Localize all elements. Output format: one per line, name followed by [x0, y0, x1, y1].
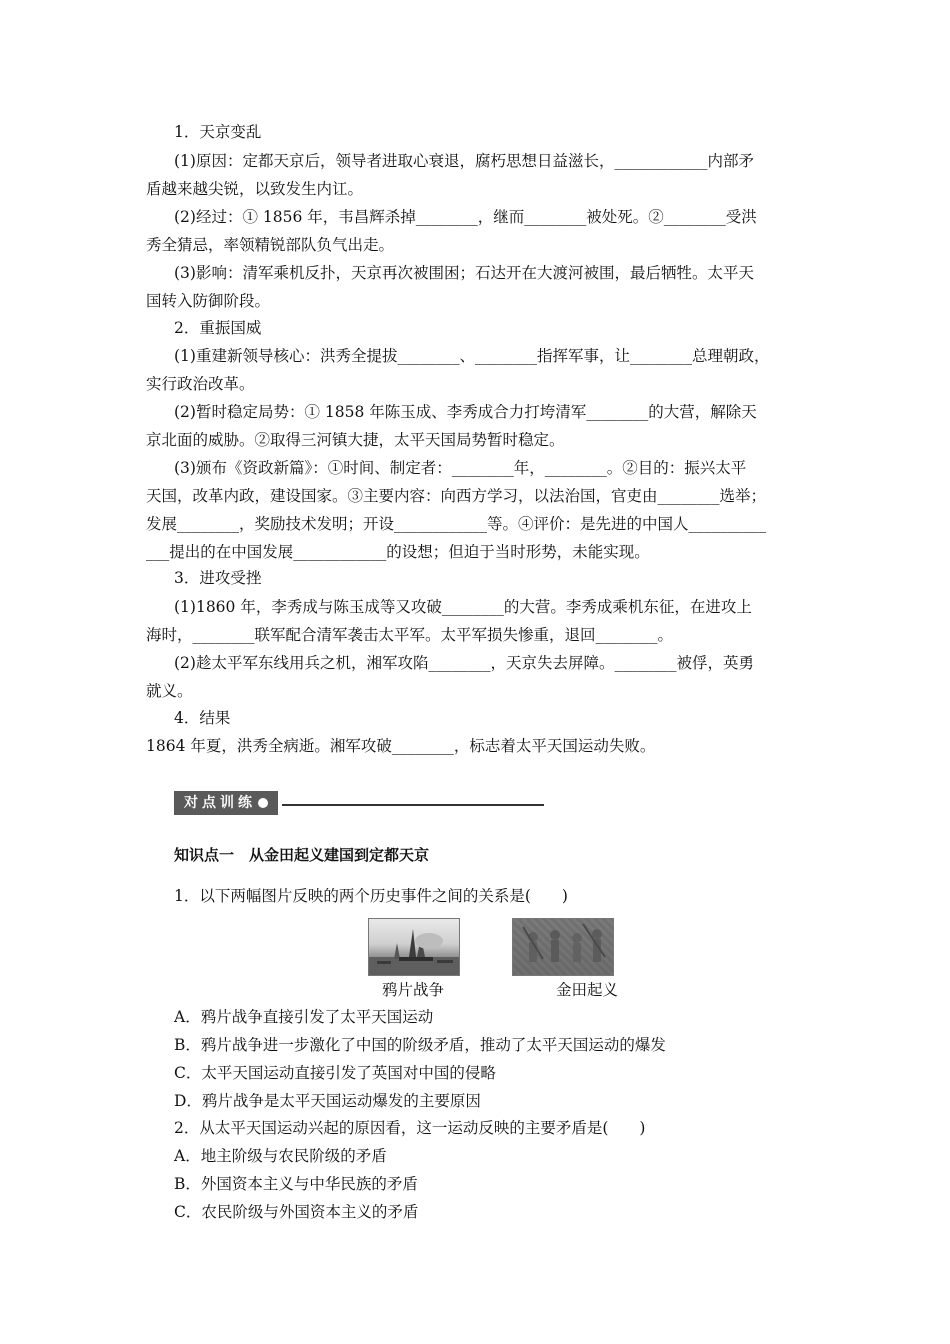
section-2-line: 发展________，奖励技术发明；开设____________等。④评价：是先进的中国人__________	[146, 515, 767, 533]
question-1-option: B．鸦片战争进一步激化了中国的阶级矛盾，推动了太平天国运动的爆发	[174, 1036, 666, 1054]
question-2-option: A．地主阶级与农民阶级的矛盾	[174, 1147, 387, 1165]
practice-banner-label: 对点训练	[184, 795, 256, 811]
section-1-line: (2)经过：① 1856 年，韦昌辉杀掉________，继而________被处死。②________受洪	[174, 208, 757, 226]
jintian-uprising-relief-image	[512, 918, 614, 976]
section-2-line: 京北面的威胁。②取得三河镇大捷，太平天国局势暂时稳定。	[146, 431, 565, 449]
section-2-line: (2)暂时稳定局势：① 1858 年陈玉成、李秀成合力打垮清军________的大营，解除天	[174, 403, 757, 421]
image-1-caption: 鸦片战争	[382, 981, 445, 999]
question-1-stem: 1．以下两幅图片反映的两个历史事件之间的关系是( )	[174, 887, 568, 905]
image-2-caption: 金田起义	[556, 981, 619, 999]
section-1-line: 国转入防御阶段。	[146, 292, 271, 310]
opium-war-image	[368, 918, 460, 976]
question-2-stem: 2．从太平天国运动兴起的原因看，这一运动反映的主要矛盾是( )	[174, 1119, 646, 1137]
section-3-line: (1)1860 年，李秀成与陈玉成等又攻破________的大营。李秀成乘机东征，在进攻上	[174, 598, 752, 616]
question-1-option: C．太平天国运动直接引发了英国对中国的侵略	[174, 1064, 496, 1082]
question-1-option: D．鸦片战争是太平天国运动爆发的主要原因	[174, 1092, 481, 1110]
section-1-line: 盾越来越尖锐，以致发生内讧。	[146, 180, 364, 198]
question-2-option: C．农民阶级与外国资本主义的矛盾	[174, 1203, 419, 1221]
section-4-line: 1864 年夏，洪秀全病逝。湘军攻破________，标志着太平天国运动失败。	[146, 737, 656, 755]
section-3-line: (2)趁太平军东线用兵之机，湘军攻陷________，天京失去屏障。________被俘，英勇	[174, 654, 754, 672]
bullet-dot-icon	[258, 798, 268, 808]
section-1-title: 1．天京变乱	[174, 123, 262, 141]
section-1-line: (1)原因：定都天京后，领导者进取心衰退，腐朽思想日益滋长，____________内部矛	[174, 152, 754, 170]
knowledge-point-heading: 知识点一 从金田起义建国到定都天京	[174, 846, 430, 864]
section-2-line: ___提出的在中国发展____________的设想；但迫于当时形势，未能实现。	[146, 543, 650, 561]
section-2-line: 实行政治改革。	[146, 375, 255, 393]
section-3-line: 海时，________联军配合清军袭击太平军。太平军损失惨重，退回________。	[146, 626, 674, 644]
section-2-line: (3)颁布《资政新篇》：①时间、制定者：________年，________。②目的：振兴太平	[174, 459, 747, 477]
practice-banner	[174, 790, 544, 816]
practice-banner-label-box	[174, 791, 278, 815]
section-1-line: 秀全猜忌，率领精锐部队负气出走。	[146, 236, 395, 254]
section-4-title: 4．结果	[174, 709, 231, 727]
section-3-title: 3．进攻受挫	[174, 569, 262, 587]
section-2-line: (1)重建新领导核心：洪秀全提拔________、________指挥军事，让________总理朝政，	[174, 347, 770, 365]
section-2-title: 2．重振国威	[174, 319, 262, 337]
section-2-line: 天国，改革内政，建设国家。③主要内容：向西方学习，以法治国，官吏由________选举；	[146, 487, 767, 505]
question-2-option: B．外国资本主义与中华民族的矛盾	[174, 1175, 418, 1193]
section-1-line: (3)影响：清军乘机反扑，天京再次被围困；石达开在大渡河被围，最后牺牲。太平天	[174, 264, 754, 282]
question-1-option: A．鸦片战争直接引发了太平天国运动	[174, 1008, 434, 1026]
section-3-line: 就义。	[146, 682, 193, 700]
banner-rule-line	[282, 804, 544, 806]
